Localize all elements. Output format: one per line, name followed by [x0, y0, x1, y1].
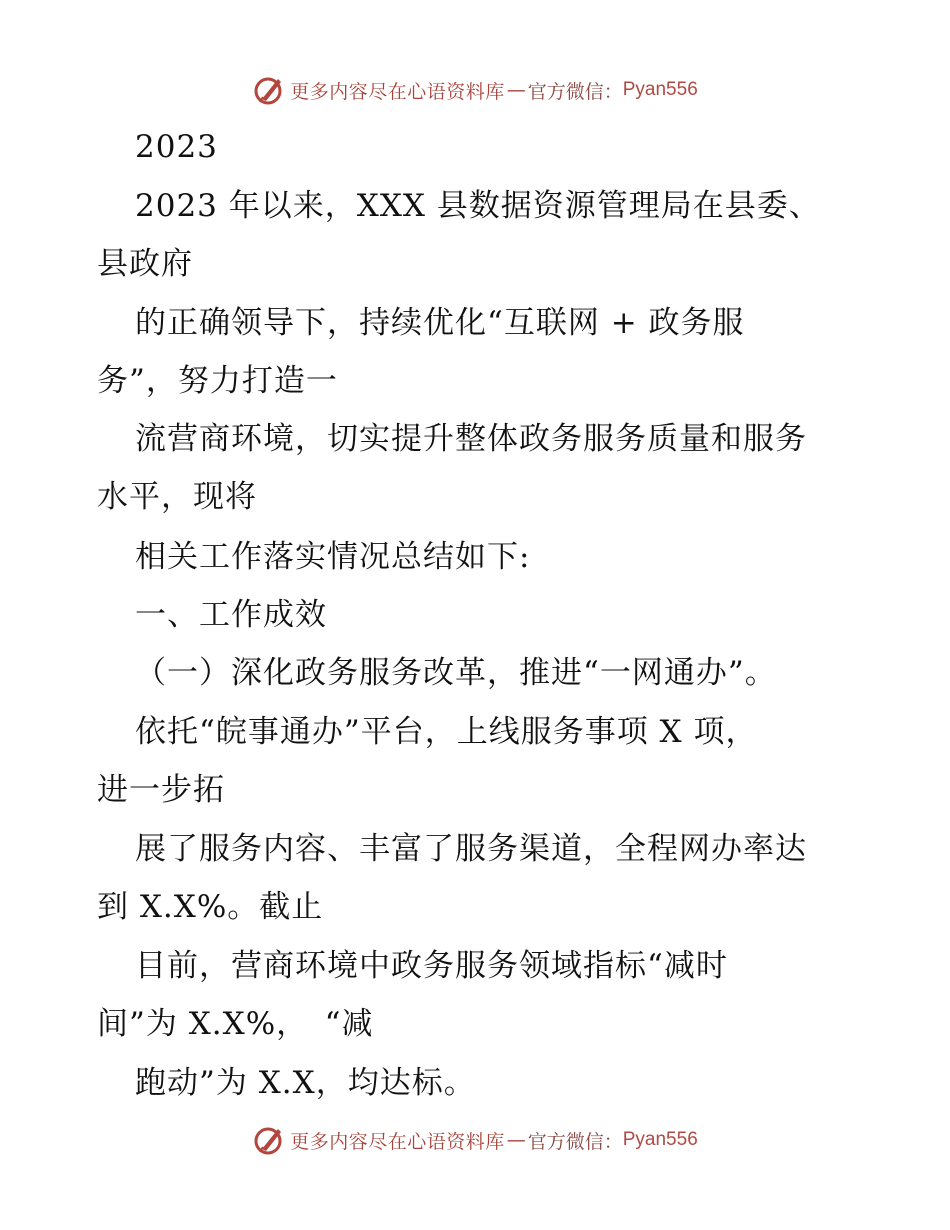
- doc-line: 跑动”为 X.X，均达标。: [135, 1065, 476, 1101]
- quill-pen-logo-icon: [252, 1123, 286, 1157]
- doc-line: 展了服务内容、丰富了服务渠道，全程网办率达: [135, 831, 807, 867]
- doc-line: 到 X.X%。截止: [97, 889, 324, 925]
- doc-line: 相关工作落实情况总结如下:: [135, 539, 531, 575]
- doc-line: 2023 年以来，XXX 县数据资源管理局在县委、: [135, 188, 821, 224]
- doc-line: 务”，努力打造一: [97, 363, 338, 399]
- banner-handle: Pyan556: [622, 79, 698, 100]
- doc-line: 进一步拓: [97, 772, 225, 808]
- banner-text: 更多内容尽在心语资料库: [290, 1130, 505, 1153]
- doc-line: 间”为 X.X%， “减: [97, 1006, 374, 1042]
- banner-suffix: 官方微信：: [527, 1130, 623, 1153]
- doc-line: 依托“皖事通办”平台，上线服务事项 X 项，: [135, 714, 758, 750]
- doc-line: 水平，现将: [97, 479, 257, 515]
- banner-text: 更多内容尽在心语资料库: [290, 80, 505, 103]
- subsection-heading: （一）深化政务服务改革，推进“一网通办”。: [135, 655, 777, 691]
- banner-dash: —: [506, 1129, 526, 1151]
- doc-line: 2023: [135, 129, 218, 165]
- doc-line: 的正确领导下，持续优化“互联网 + 政务服: [135, 305, 745, 341]
- banner-handle: Pyan556: [622, 1129, 698, 1150]
- footer-banner: [0, 1120, 950, 1160]
- doc-line: 流营商环境，切实提升整体政务服务质量和服务: [135, 421, 807, 457]
- banner-dash: —: [506, 79, 526, 101]
- section-heading: 一、工作成效: [135, 597, 327, 633]
- banner-suffix: 官方微信：: [527, 80, 623, 103]
- doc-line: 县政府: [97, 246, 193, 282]
- doc-line: 目前，营商环境中政务服务领域指标“减时: [135, 948, 728, 984]
